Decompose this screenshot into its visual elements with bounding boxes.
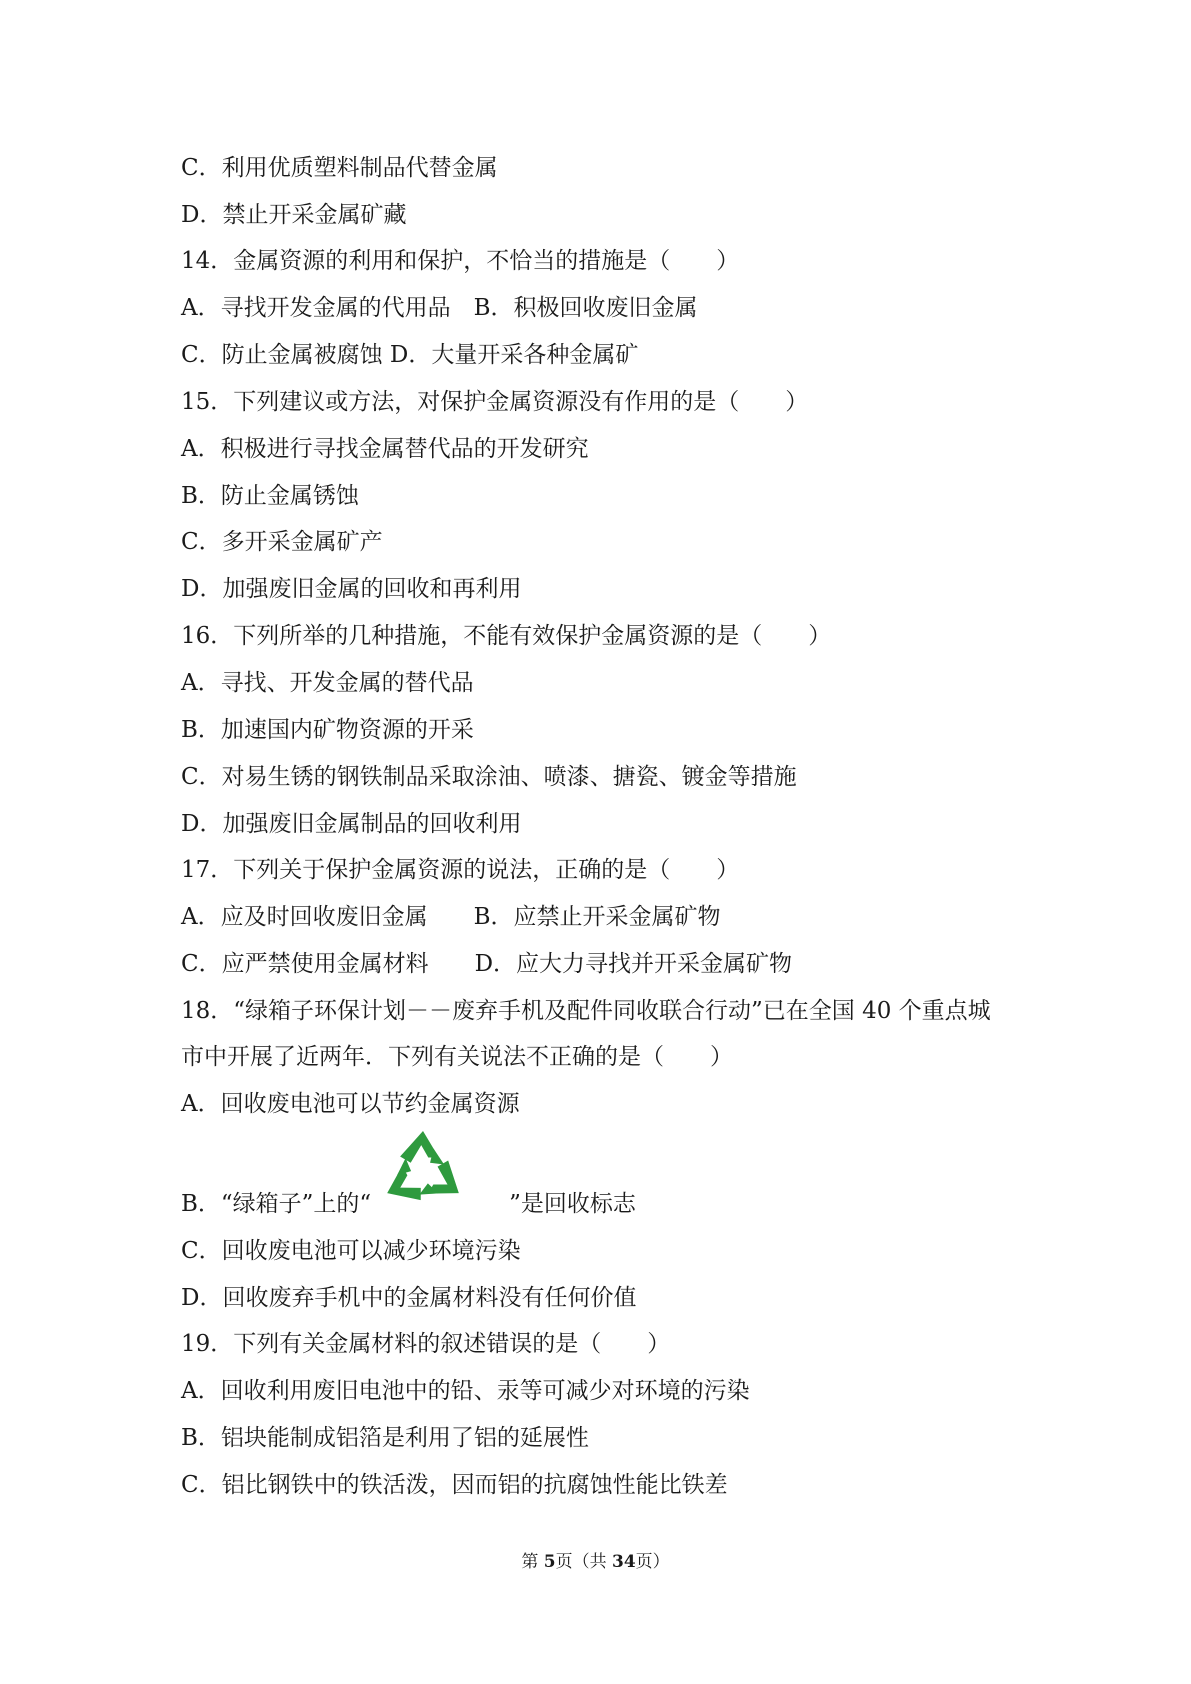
text-line: C．多开采金属矿产 bbox=[181, 529, 383, 555]
text-line: D．加强废旧金属制品的回收利用 bbox=[181, 811, 522, 837]
text-line: A．寻找开发金属的代用品 B．积极回收废旧金属 bbox=[181, 295, 698, 321]
text-line: 市中开展了近两年．下列有关说法不正确的是（ ） bbox=[181, 1044, 733, 1070]
text-line: A．积极进行寻找金属替代品的开发研究 bbox=[181, 436, 589, 462]
question-14: 14．金属资源的利用和保护，不恰当的措施是（ ） bbox=[181, 248, 740, 274]
question-15: 15．下列建议或方法，对保护金属资源没有作用的是（ ） bbox=[181, 389, 809, 415]
page-footer bbox=[0, 1547, 1191, 1572]
text-line: C．铝比钢铁中的铁活泼，因而铝的抗腐蚀性能比铁差 bbox=[181, 1472, 728, 1498]
question-17: 17．下列关于保护金属资源的说法，正确的是（ ） bbox=[181, 857, 740, 883]
footer-prefix: 第 bbox=[521, 1552, 544, 1572]
text-line: D．禁止开采金属矿藏 bbox=[181, 202, 407, 228]
question-16: 16．下列所举的几种措施，不能有效保护金属资源的是（ ） bbox=[181, 623, 832, 649]
footer-page-number: 5 bbox=[543, 1552, 556, 1572]
text-line: A．寻找、开发金属的替代品 bbox=[181, 670, 474, 696]
text-line: A．回收利用废旧电池中的铅、汞等可减少对环境的污染 bbox=[181, 1378, 750, 1404]
question-19: 19．下列有关金属材料的叙述错误的是（ ） bbox=[181, 1331, 671, 1357]
text-line: B．铝块能制成铝箔是利用了铝的延展性 bbox=[181, 1425, 589, 1451]
text-line: B．防止金属锈蚀 bbox=[181, 483, 359, 509]
text-line: D．加强废旧金属的回收和再利用 bbox=[181, 576, 522, 602]
footer-suffix: 页） bbox=[635, 1552, 670, 1572]
text-line: C．回收废电池可以减少环境污染 bbox=[181, 1238, 521, 1264]
text-line: C．应严禁使用金属材料 D．应大力寻找并开采金属矿物 bbox=[181, 951, 793, 977]
text-line: D．回收废弃手机中的金属材料没有任何价值 bbox=[181, 1285, 637, 1311]
text-line: C．防止金属被腐蚀 D．大量开采各种金属矿 bbox=[181, 342, 639, 368]
text-line: B．“绿箱子”上的“ ”是回收标志 bbox=[181, 1191, 636, 1217]
text-line: C．对易生锈的钢铁制品采取涂油、喷漆、搪瓷、镀金等措施 bbox=[181, 764, 797, 790]
text-line: A．回收废电池可以节约金属资源 bbox=[181, 1091, 520, 1117]
text-line: B．加速国内矿物资源的开采 bbox=[181, 717, 474, 743]
recycle-icon bbox=[378, 1124, 468, 1212]
text-line: A．应及时回收废旧金属 B．应禁止开采金属矿物 bbox=[181, 904, 721, 930]
question-18: 18．“绿箱子环保计划－－废弃手机及配件同收联合行动”已在全国 40 个重点城 bbox=[181, 998, 991, 1024]
footer-total-pages: 34 bbox=[611, 1552, 636, 1572]
text-line: C．利用优质塑料制品代替金属 bbox=[181, 155, 498, 181]
footer-middle: 页（共 bbox=[555, 1552, 612, 1572]
